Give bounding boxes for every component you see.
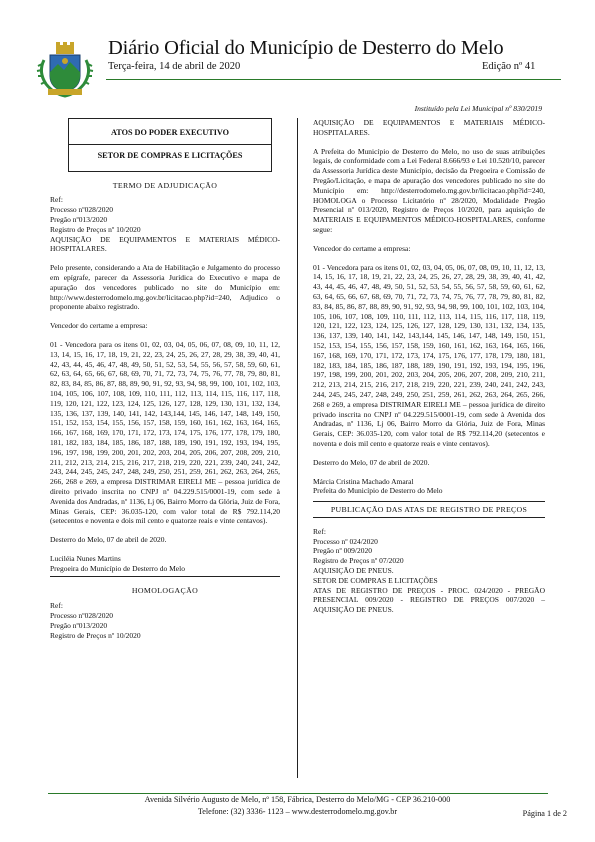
ref-line: Processo nº028/2020 (50, 205, 113, 215)
ref-line: Ref: (50, 601, 63, 611)
continued-subject: AQUISIÇÃO DE EQUIPAMENTOS E MATERIAIS MÉDICO-HOSPITALARES. (313, 118, 545, 137)
issue-date: Terça-feira, 14 de abril de 2020 (108, 61, 241, 72)
ref-line: AQUISIÇÃO DE EQUIPAMENTOS E MATERIAIS MÉDICO-HOSPITALARES. (50, 234, 280, 254)
left-column (50, 118, 280, 640)
ref-line: Registro de Preços nº 10/2020 (50, 630, 141, 640)
ref-line: AQUISIÇÃO DE PNEUS. (313, 566, 394, 576)
subsection-title: SETOR DE COMPRAS E LICITAÇÕES (97, 150, 243, 160)
place-date: Desterro do Melo, 07 de abril de 2020. (313, 457, 430, 467)
homologation-title: HOMOLOGAÇÃO (131, 586, 199, 596)
adjudication-body: Pelo presente, considerando a Ata de Habilitação e Julgamento do processo em epígrafe, parecer da Assessoria Jurídica do Executivo e mapa de apuração dos vencedores publicado no site do Município em: http://www.desterrodomelo.mg.gov.br/licitacao.php?id=240, Adjudico o proponente abaixo registrado. (50, 263, 280, 312)
signatory-name: Márcia Cristina Machado Amaral (313, 476, 414, 486)
ref-line: Pregão nº 009/2020 (313, 546, 372, 556)
page-number: Página 1 de 2 (522, 809, 567, 818)
publication-title: PUBLICAÇÃO DAS ATAS DE REGISTRO DE PREÇOS (313, 501, 545, 518)
ref-line: Ref: (313, 526, 326, 536)
publication-body: ATAS DE REGISTRO DE PREÇOS - PROC. 024/2020 - PREGÃO PRESENCIAL 009/2020 - REGISTRO DE PREÇOS 007/2020 – AQUISIÇÃO DE PNEUS. (313, 585, 545, 615)
newspaper-title: Diário Oficial do Município de Desterro do Melo (108, 37, 504, 59)
footer-address: Avenida Silvério Augusto de Melo, nº 158, Fábrica, Desterro do Melo/MG - CEP 36.210-000 (144, 795, 451, 804)
institution-note: Instituído pela Lei Municipal nº 830/2019 (414, 104, 542, 113)
winner-text: 01 - Vencedora para os itens 01, 02, 03, 04, 05, 06, 07, 08, 09, 10, 11, 12, 13, 14, 15, 16, 17, 18, 19, 21, 22, 23, 24, 25, 26, 27, 28, 29, 38, 39, 40, 41, 42, 43, 44, 45, 46, 47, 48, 49, 50, 51, 52, 53, 54, 55, 56, 57, 58, 59, 60, 61, 62, 63, 64, 65, 66, 67, 68, 69, 70, 71, 72, 73, 74, 75, 76, 77, 78, 79, 80, 81, 82, 83, 84, 85, 86, 87, 88, 89, 90, 91, 92, 93, 94, 98, 99, 100, 101, 102, 103, 104, 105, 106, 107, 108, 109, 110, 111, 112, 113, 114, 115, 116, 117, 118, 119, 120, 121, 122, 123, 124, 125, 126, 127, 128, 129, 130, 131, 132, 134, 135, 136, 137, 139, 140, 141, 142, 143,144, 145, 146, 147, 148, 149, 150, 151, 152, 153, 154, 155, 156, 157, 158, 159, 160, 161, 162, 163, 164, 165, 166, 167, 168, 169, 170, 171, 172, 173, 174, 175, 176, 177, 178, 179, 180, 181, 182, 183, 184, 185, 186, 187, 188, 189, 190, 191, 192, 193, 194, 195, 196, 197, 198, 199, 200, 201, 202, 203, 204, 205, 206, 207, 208, 209, 210, 211, 212, 213, 214, 215, 216, 217, 218, 219, 220, 221, 239, 240, 241, 242, 243, 244, 245, 245, 247, 248, 249, 250, 251, 259, 261, 262, 263, 264, 265, 266, 268 e 269, a empresa DISTRIMAR EIRELI ME – pessoa jurídica de direito privado inscrita no CNPJ nº 04.229.515/0001-19, com sede à Avenida dos Andradas, nº 1136, Lj 06, Bairro Morro da Glória, Juiz de Fora, Minas Gerais, CEP: 36.035-120, com valor total de R$ 792.114,20 (setecentos e noventa e dois mil cento e quatorze reais e vinte centavos). (313, 262, 545, 448)
section-box (68, 118, 272, 172)
winner-intro: Vencedor do certame a empresa: (313, 243, 411, 253)
signatory-name: Luciléia Nunes Martins (50, 553, 121, 563)
ref-line: Processo nº 024/2020 (313, 536, 378, 546)
winner-intro: Vencedor do certame a empresa: (50, 321, 148, 331)
signatory-role: Prefeita do Município de Desterro do Melo (313, 486, 443, 496)
footer-rule (48, 793, 548, 794)
ref-line: Pregão nº013/2020 (50, 214, 108, 224)
signatory-role: Pregoeira do Município de Desterro do Melo (50, 564, 280, 578)
ref-line: Ref: (50, 195, 63, 205)
section-title: ATOS DO PODER EXECUTIVO (110, 128, 230, 137)
edition-number: Edição nº 41 (482, 61, 536, 72)
ref-line: Processo nº028/2020 (50, 611, 113, 621)
homologation-body: A Prefeita do Município de Desterro do Melo, no uso de suas atribuições legais, de conformidade com a Lei Federal 8.666/93 e Lei 10.520/10, parecer da Assessoria Jurídica deste Município, decisão da Pregoeira e Comissão de Pregão/Licitação, e mapa de apuração dos vencedores publicado no site do Município em: http://desterrodomelo.mg.gov.br/licitacao.php?id=240, HOMOLOGA o Processo Licitatório nº 28/2020, Modalidade Pregão Presencial nº 013/2020, Registro de Preços 10/2020, para aquisição de MATERIAIS E EQUIPAMENTOS MÉDICO-HOSPITALARES, conforme segue: (313, 146, 545, 234)
header-rule (106, 79, 561, 80)
column-divider (297, 118, 298, 778)
municipal-crest-logo (34, 42, 96, 98)
ref-line: SETOR DE COMPRAS E LICITAÇÕES (313, 575, 438, 585)
winner-text: 01 - Vencedora para os itens 01, 02, 03, 04, 05, 06, 07, 08, 09, 10, 11, 12, 13, 14, 15, 16, 17, 18, 19, 21, 22, 23, 24, 25, 26, 27, 28, 29, 38, 39, 40, 41, 42, 43, 44, 45, 46, 47, 48, 49, 50, 51, 52, 53, 54, 55, 56, 57, 58, 59, 60, 61, 62, 63, 64, 65, 66, 67, 68, 69, 70, 71, 72, 73, 74, 75, 76, 77, 78, 79, 80, 81, 82, 83, 84, 85, 86, 87, 88, 89, 90, 91, 92, 93, 94, 98, 99, 100, 101, 102, 103, 104, 105, 106, 107, 108, 109, 110, 111, 112, 113, 114, 115, 116, 117, 118, 119, 120, 121, 122, 123, 124, 125, 126, 127, 128, 129, 130, 131, 132, 134, 135, 136, 137, 139, 140, 141, 142, 143,144, 145, 146, 147, 148, 149, 150, 151, 152, 153, 154, 155, 156, 157, 158, 159, 160, 161, 162, 163, 164, 165, 166, 167, 168, 169, 170, 171, 172, 173, 174, 175, 176, 177, 178, 179, 180, 181, 182, 183, 184, 185, 186, 187, 188, 189, 190, 191, 192, 193, 194, 195, 196, 197, 198, 199, 200, 201, 202, 203, 204, 205, 206, 207, 208, 209, 210, 211, 212, 213, 214, 215, 216, 217, 218, 219, 220, 221, 239, 240, 241, 242, 243, 244, 245, 245, 247, 248, 249, 250, 251, 259, 261, 262, 263, 264, 265, 266, 268 e 269, a empresa DISTRIMAR EIRELI ME – pessoa jurídica de direito privado inscrita no CNPJ nº 04.229.515/0001-19, com sede à Avenida dos Andradas, nº 1136, Lj 06, Bairro Morro da Glória, Juiz de Fora, Minas Gerais, CEP: 36.035-120, com valor total de R$ 792.114,20 (setecentos e noventa e dois mil cento e quatorze reais e vinte centavos). (50, 339, 280, 526)
footer-contact: Telefone: (32) 3336- 1123 – www.desterrodomelo.mg.gov.br (197, 807, 398, 816)
ref-line: Registro de Preços nº 10/2020 (50, 224, 141, 234)
right-column (313, 118, 545, 615)
ref-line: Registro de Preços nº 07/2020 (313, 556, 404, 566)
ref-line: Pregão nº013/2020 (50, 620, 108, 630)
place-date: Desterro do Melo, 07 de abril de 2020. (50, 535, 167, 545)
adjudication-title: TERMO DE ADJUDICAÇÃO (112, 180, 218, 190)
